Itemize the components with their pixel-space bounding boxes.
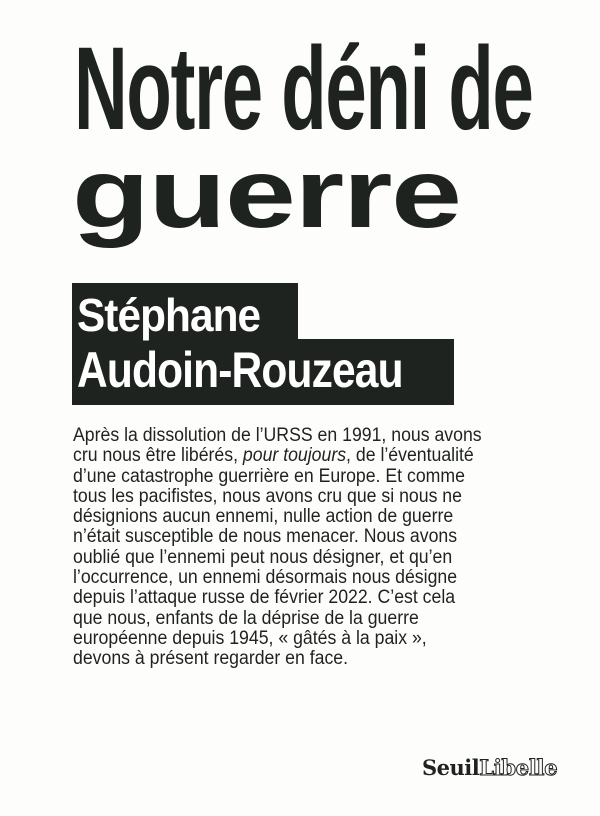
title-line-2: guerre [72, 138, 461, 248]
blurb-line-text: que nous, enfants de la déprise de la guerre [73, 607, 419, 629]
blurb-line-text: n’était susceptible de nous menacer. Nous avons [73, 526, 458, 548]
blurb-line-text: , de l’éventualité [346, 445, 474, 467]
blurb-line-text: européenne depuis 1945, « gâtés à la paix », [73, 627, 427, 649]
blurb-line-text: Après la dissolution de l’URSS en 1991, nous avons [73, 425, 482, 446]
blurb-line [73, 647, 557, 671]
blurb-line-text: l’occurrence, un ennemi désormais nous désigne [73, 567, 458, 589]
author-first-name: Stéphane [77, 289, 261, 341]
blurb-line-text: cru nous être libérés, [73, 445, 243, 467]
blurb-line-text: depuis l’attaque russe de février 2022. C’est cela [73, 587, 456, 609]
author-last-name: Audoin-Rouzeau [77, 342, 403, 398]
title-line-1: Notre déni de [74, 23, 533, 155]
blurb-line-text: d’une catastrophe guerrière en Europe. Et comme [73, 465, 465, 487]
blurb-line-text: désignions aucun ennemi, nulle action de guerre [73, 506, 454, 528]
blurb-line-text: oublié que l’ennemi peut nous désigner, et qu’en [73, 546, 453, 568]
collection-name: Libelle [479, 755, 558, 780]
blurb-line-text: devons à présent regarder en face. [73, 648, 349, 670]
publisher-logo [422, 755, 557, 783]
blurb-text [73, 425, 593, 672]
publisher-name: Seuil [422, 755, 480, 780]
blurb-line-text: tous les pacifistes, nous avons cru que si nous ne [73, 485, 462, 507]
blurb-emphasis: pour toujours [242, 445, 347, 467]
